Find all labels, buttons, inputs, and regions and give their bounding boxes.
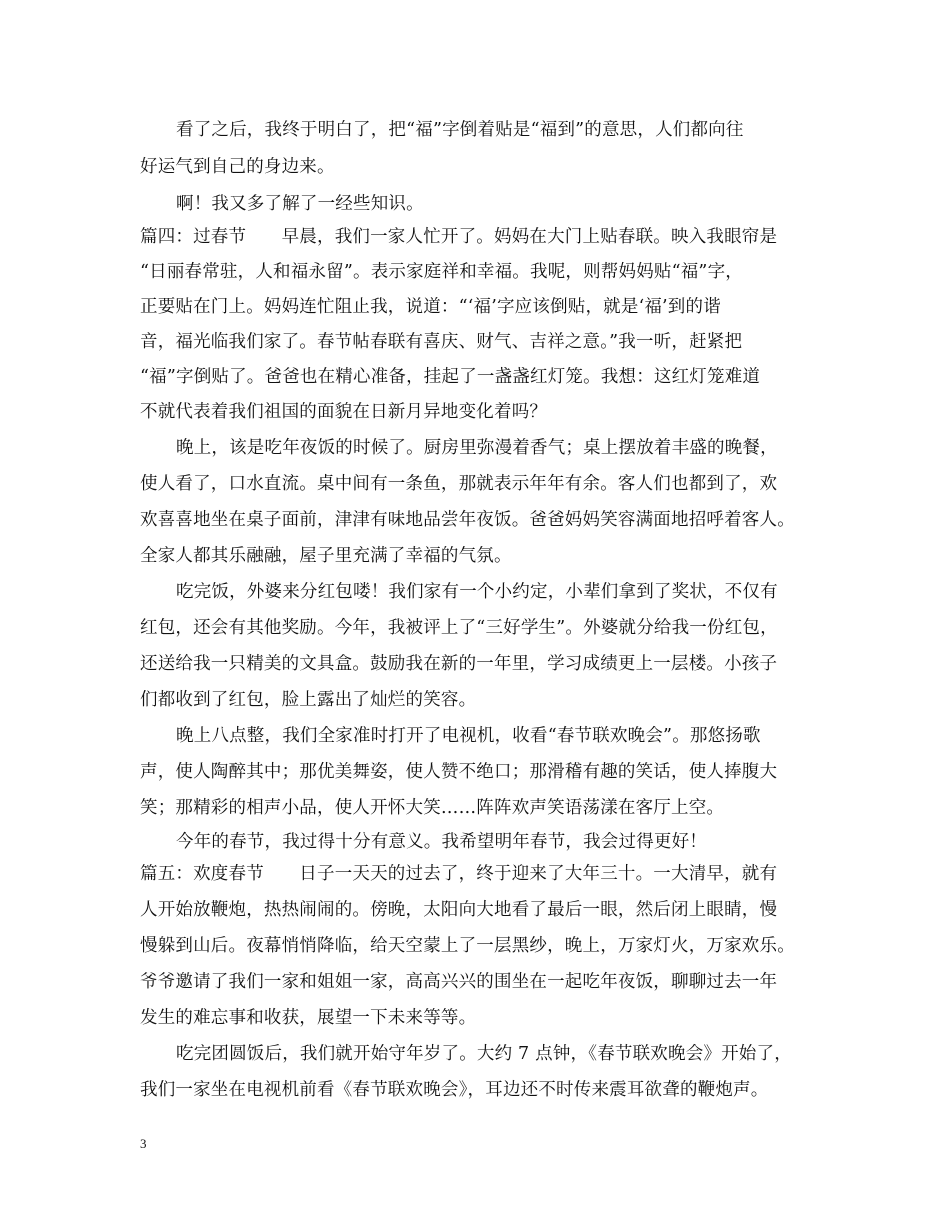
page-number: 3 bbox=[140, 1136, 147, 1151]
text-line: 使人看了，口水直流。桌中间有一条鱼，那就表示年年有余。客人们也都到了，欢 bbox=[140, 474, 778, 494]
text-line: 发生的难忘事和收获，展望一下未来等等。 bbox=[140, 1008, 477, 1028]
text-line: 吃完团圆饭后，我们就开始守年岁了。大约 7 点钟，《春节联欢晚会》开始了， bbox=[176, 1044, 792, 1064]
text-line: 慢躲到山后。夜幕悄悄降临，给天空蒙上了一层黑纱，晚上，万家灯火，万家欢乐。 bbox=[140, 936, 795, 956]
text-line: 我们一家坐在电视机前看《春节联欢晚会》，耳边还不时传来震耳欲聋的鞭炮声。 bbox=[140, 1080, 769, 1100]
text-line: 看了之后，我终于明白了，把“福”字倒着贴是“福到”的意思，人们都向往 bbox=[176, 120, 744, 140]
text-line: 吃完饭，外婆来分红包喽！我们家有一个小约定，小辈们拿到了奖状，不仅有 bbox=[176, 582, 778, 602]
text-line: 啊！我又多了解了一经些知识。 bbox=[176, 194, 424, 214]
text-line: 们都收到了红包，脸上露出了灿烂的笑容。 bbox=[140, 690, 477, 710]
text-line: 晚上，该是吃年夜饭的时候了。厨房里弥漫着香气；桌上摆放着丰盛的晚餐， bbox=[176, 438, 778, 458]
section-heading-line: 篇五：欢度春节 日子一天天的过去了，终于迎来了大年三十。一大清早，就有 bbox=[140, 864, 778, 884]
text-line: 还送给我一只精美的文具盒。鼓励我在新的一年里，学习成绩更上一层楼。小孩子 bbox=[140, 654, 778, 674]
text-line: 正要贴在门上。妈妈连忙阻止我，说道：“‘福’字应该倒贴，就是‘福’到的谐 bbox=[140, 297, 721, 317]
text-line: “日丽春常驻，人和福永留”。表示家庭祥和幸福。我呢，则帮妈妈贴“福”字， bbox=[140, 262, 743, 282]
text-line: 晚上八点整，我们全家准时打开了电视机，收看“春节联欢晚会”。那悠扬歌 bbox=[176, 726, 761, 746]
section-heading-line: 篇四：过春节 早晨，我们一家人忙开了。妈妈在大门上贴春联。映入我眼帘是 bbox=[140, 227, 778, 247]
text-line: 声，使人陶醉其中；那优美舞姿，使人赞不绝口；那滑稽有趣的笑话，使人捧腹大 bbox=[140, 762, 778, 782]
text-line: 欢喜喜地坐在桌子面前，津津有味地品尝年夜饭。爸爸妈妈笑容满面地招呼着客人。 bbox=[140, 510, 795, 530]
text-line: 音，福光临我们家了。春节帖春联有喜庆、财气、吉祥之意。”我一听，赶紧把 bbox=[140, 332, 743, 352]
text-line: 红包，还会有其他奖励。今年，我被评上了“三好学生”。外婆就分给我一份红包， bbox=[140, 618, 778, 638]
text-line: 人开始放鞭炮，热热闹闹的。傍晚，太阳向大地看了最后一眼，然后闭上眼睛，慢 bbox=[140, 900, 778, 920]
text-line: 今年的春节，我过得十分有意义。我希望明年春节，我会过得更好！ bbox=[176, 832, 707, 852]
text-line: “福”字倒贴了。爸爸也在精心准备，挂起了一盏盏红灯笼。我想：这红灯笼难道 bbox=[140, 367, 761, 387]
text-line: 不就代表着我们祖国的面貌在日新月异地变化着吗？ bbox=[140, 402, 548, 422]
text-line: 全家人都其乐融融，屋子里充满了幸福的气氛。 bbox=[140, 546, 512, 566]
text-line: 笑；那精彩的相声小品，使人开怀大笑……阵阵欢声笑语荡漾在客厅上空。 bbox=[140, 798, 725, 818]
text-line: 好运气到自己的身边来。 bbox=[140, 157, 335, 177]
text-line: 爷爷邀请了我们一家和姐姐一家，高高兴兴的围坐在一起吃年夜饭，聊聊过去一年 bbox=[140, 972, 778, 992]
